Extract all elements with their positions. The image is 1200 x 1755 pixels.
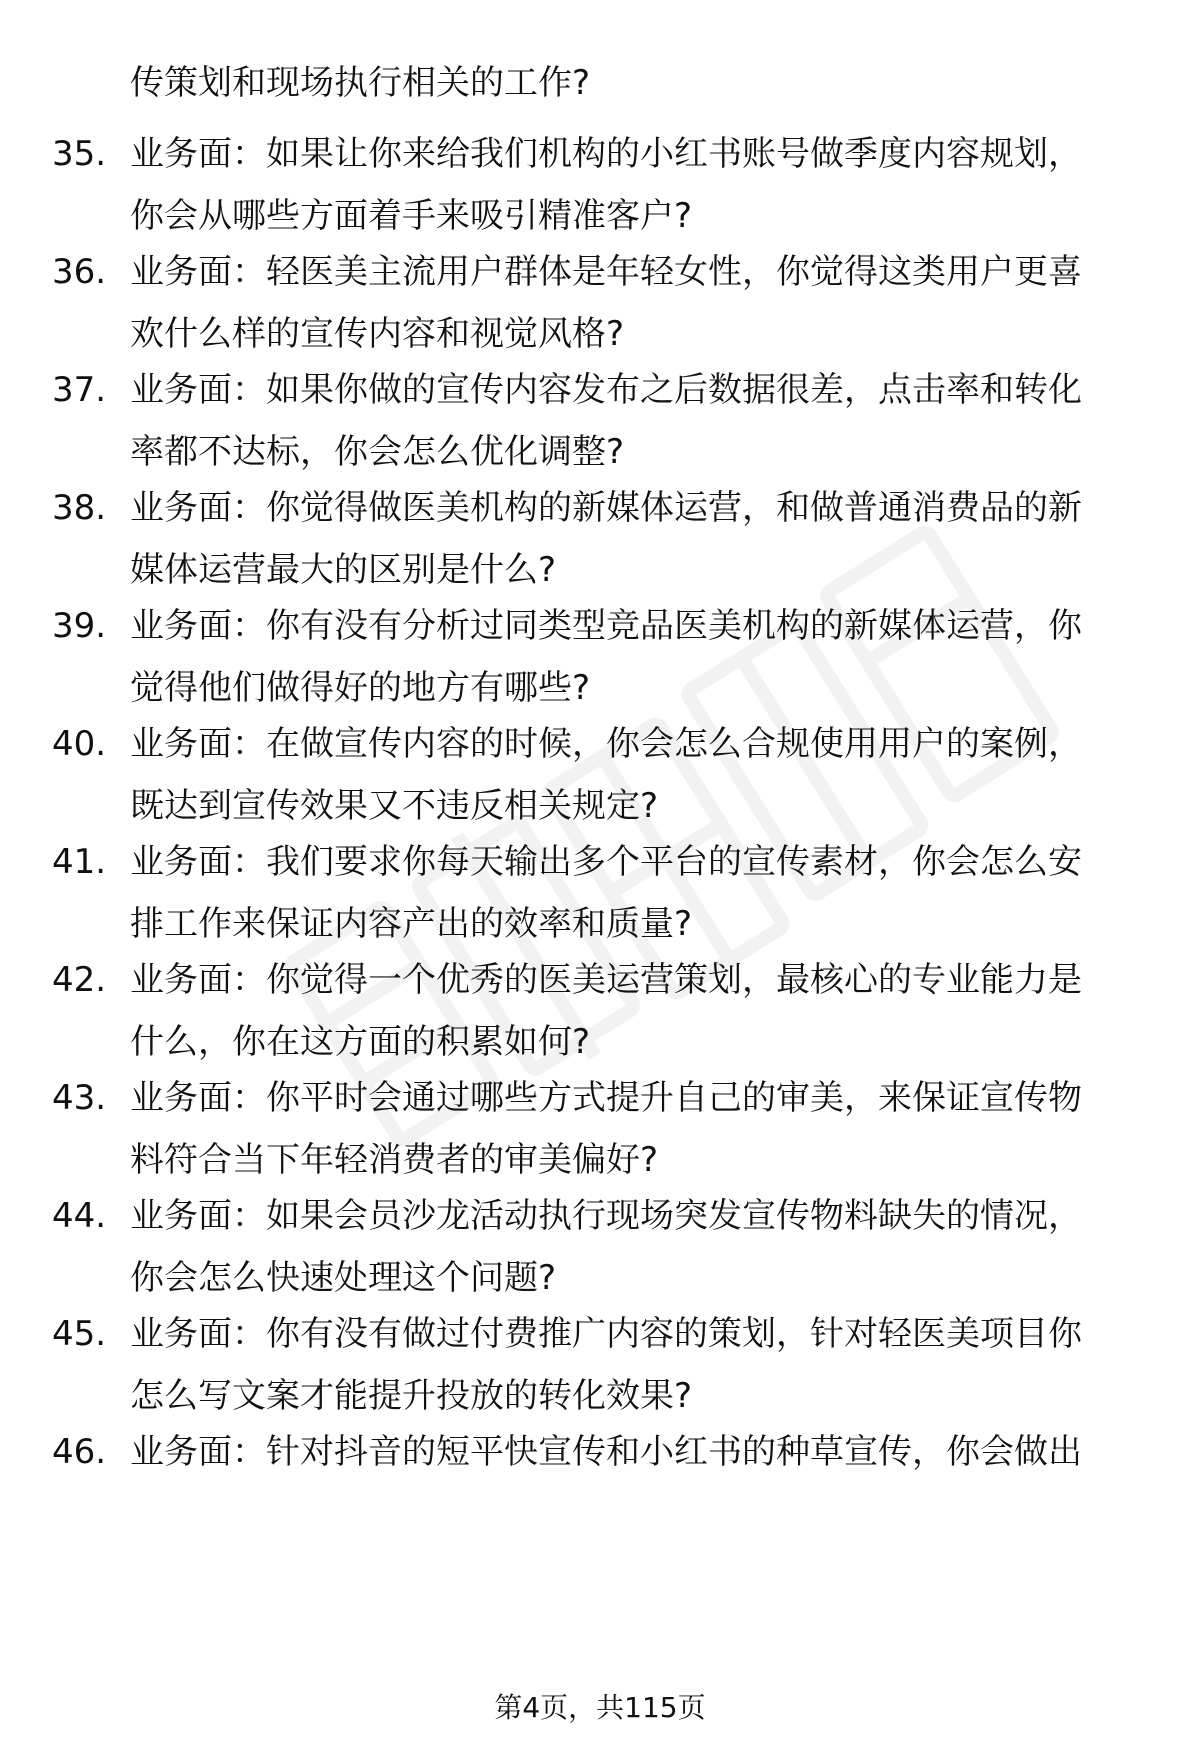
question-text xyxy=(130,241,1150,365)
question-line: 业务面：你有没有分析过同类型竞品医美机构的新媒体运营，你 xyxy=(130,606,1082,646)
question-line: 业务面：如果让你来给我们机构的小红书账号做季度内容规划， xyxy=(130,134,1082,174)
question-line: 觉得他们做得好的地方有哪些? xyxy=(130,668,591,708)
question-item xyxy=(0,831,1200,955)
question-text xyxy=(130,713,1150,837)
question-item xyxy=(0,241,1200,365)
question-number: 39. xyxy=(52,606,107,646)
question-item xyxy=(0,359,1200,483)
question-text xyxy=(130,359,1150,483)
question-line: 媒体运营最大的区别是什么? xyxy=(130,550,557,590)
question-line: 业务面：你觉得一个优秀的医美运营策划，最核心的专业能力是 xyxy=(130,960,1082,1000)
question-number: 36. xyxy=(52,252,107,292)
question-number: 46. xyxy=(52,1432,107,1472)
question-number: 42. xyxy=(52,960,107,1000)
question-number: 41. xyxy=(52,842,107,882)
question-line: 你会从哪些方面着手来吸引精准客户? xyxy=(130,196,693,236)
question-line: 业务面：如果会员沙龙活动执行现场突发宣传物料缺失的情况， xyxy=(130,1196,1082,1236)
question-number: 37. xyxy=(52,370,107,410)
question-line: 业务面：你有没有做过付费推广内容的策划，针对轻医美项目你 xyxy=(130,1314,1082,1354)
question-line: 业务面：针对抖音的短平快宣传和小红书的种草宣传，你会做出 xyxy=(130,1432,1082,1472)
question-line: 业务面：在做宣传内容的时候，你会怎么合规使用用户的案例， xyxy=(130,724,1082,764)
page-footer: 第4页，共115页 xyxy=(494,1691,706,1724)
question-item xyxy=(0,1421,1200,1545)
question-text xyxy=(130,595,1150,719)
question-number: 44. xyxy=(52,1196,107,1236)
question-line: 业务面：如果你做的宣传内容发布之后数据很差，点击率和转化 xyxy=(130,370,1082,410)
question-item xyxy=(0,1303,1200,1427)
question-text xyxy=(130,1067,1150,1191)
question-number: 40. xyxy=(52,724,107,764)
question-text xyxy=(130,831,1150,955)
question-line: 业务面：你觉得做医美机构的新媒体运营，和做普通消费品的新 xyxy=(130,488,1082,528)
question-item xyxy=(0,595,1200,719)
question-text xyxy=(130,1185,1150,1309)
question-line: 业务面：轻医美主流用户群体是年轻女性，你觉得这类用户更喜 xyxy=(130,252,1082,292)
question-text xyxy=(130,949,1150,1073)
question-text xyxy=(130,1421,1150,1483)
question-line: 料符合当下年轻消费者的审美偏好? xyxy=(130,1140,659,1180)
question-line: 排工作来保证内容产出的效率和质量? xyxy=(130,904,693,944)
question-line: 业务面：你平时会通过哪些方式提升自己的审美，来保证宣传物 xyxy=(130,1078,1082,1118)
question-line: 既达到宣传效果又不违反相关规定? xyxy=(130,786,659,826)
question-number: 43. xyxy=(52,1078,107,1118)
question-item xyxy=(0,1067,1200,1191)
question-line: 怎么写文案才能提升投放的转化效果? xyxy=(130,1376,693,1416)
question-item xyxy=(0,713,1200,837)
continuation-line: 传策划和现场执行相关的工作? xyxy=(130,63,591,103)
question-item xyxy=(0,123,1200,247)
question-number: 45. xyxy=(52,1314,107,1354)
question-number: 35. xyxy=(52,134,107,174)
question-text xyxy=(130,1303,1150,1427)
question-text xyxy=(130,123,1150,247)
question-item xyxy=(0,477,1200,601)
question-text xyxy=(130,477,1150,601)
question-line: 什么，你在这方面的积累如何? xyxy=(130,1022,591,1062)
question-item xyxy=(0,1185,1200,1309)
question-item xyxy=(0,949,1200,1073)
question-line: 业务面：我们要求你每天输出多个平台的宣传素材，你会怎么安 xyxy=(130,842,1082,882)
question-line: 欢什么样的宣传内容和视觉风格? xyxy=(130,314,625,354)
question-line: 你会怎么快速处理这个问题? xyxy=(130,1258,557,1298)
question-line: 率都不达标，你会怎么优化调整? xyxy=(130,432,625,472)
question-number: 38. xyxy=(52,488,107,528)
